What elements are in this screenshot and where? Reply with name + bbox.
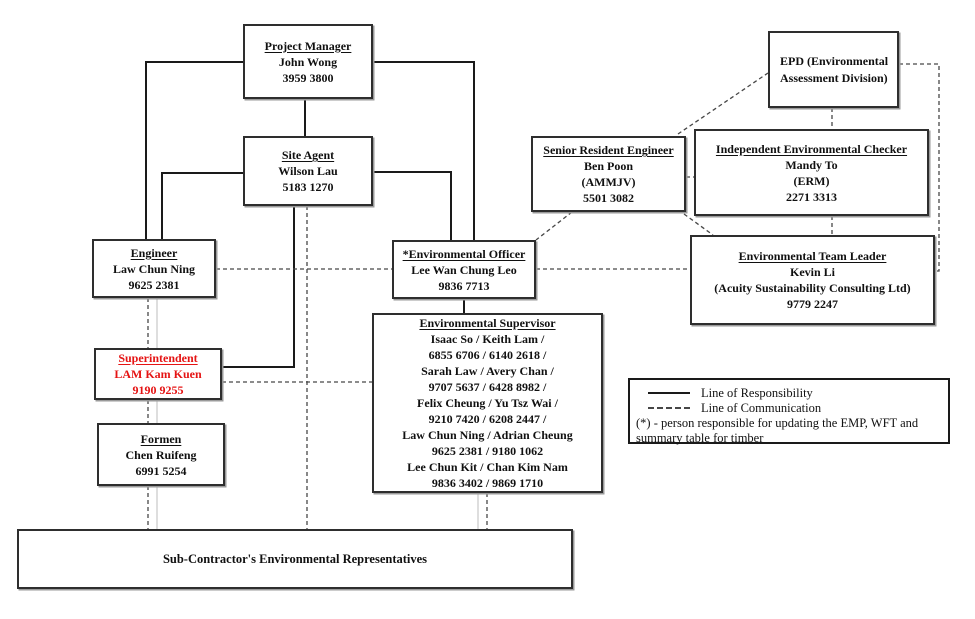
box-title: *Environmental Officer xyxy=(402,246,526,261)
box-line: EPD (Environmental xyxy=(780,53,889,68)
box-title: Sub-Contractor's Environmental Representatives xyxy=(162,552,428,566)
box-line: 5183 1270 xyxy=(282,180,334,194)
legend-responsibility-row xyxy=(636,385,942,400)
legend-responsibility-label: Line of Responsibility xyxy=(701,385,813,400)
box-line: Felix Cheung / Yu Tsz Wai / xyxy=(417,396,558,410)
box-lines xyxy=(696,157,927,205)
box-line: Lee Wan Chung Leo xyxy=(411,262,517,277)
box-line: 9707 5637 / 6428 8982 / xyxy=(428,380,547,394)
box-line: 2271 3313 xyxy=(786,189,837,204)
legend-note-line1: (*) - person responsible for updating the EMP, WFT and xyxy=(636,416,919,430)
environmental-team-leader-box xyxy=(690,235,935,325)
independent-environmental-checker-box xyxy=(694,129,929,216)
box-title: Senior Resident Engineer xyxy=(543,143,674,157)
box-title: Superintendent xyxy=(118,351,198,365)
box-line: Law Chun Ning xyxy=(112,261,196,276)
box-line: 9836 3402 / 9869 1710 xyxy=(431,476,544,490)
box-title: Independent Environmental Checker xyxy=(715,141,908,156)
box-line: 9625 2381 / 9180 1062 xyxy=(431,444,544,458)
box-lines xyxy=(374,331,601,491)
box-line: Wilson Lau xyxy=(278,164,338,178)
box-title: Engineer xyxy=(130,245,178,260)
box-title: Site Agent xyxy=(281,148,335,162)
solid-line-sample xyxy=(648,392,690,394)
box-line: Ben Poon xyxy=(583,159,633,173)
environmental-officer-box xyxy=(392,240,536,299)
box-title: Formen xyxy=(140,431,182,446)
box-title: Environmental Team Leader xyxy=(738,249,887,263)
box-line: Law Chun Ning / Adrian Cheung xyxy=(402,428,573,442)
epd-box xyxy=(768,31,899,108)
formen-box xyxy=(97,423,225,486)
box-lines xyxy=(533,158,684,206)
box-lines xyxy=(245,54,371,86)
box-line: 9836 7713 xyxy=(438,278,490,293)
box-line: 9210 7420 / 6208 2447 / xyxy=(428,412,547,426)
site-agent-box xyxy=(243,136,373,206)
box-title: Project Manager xyxy=(264,38,352,53)
box-line: (Acuity Sustainability Consulting Ltd) xyxy=(714,281,911,295)
box-line: Sarah Law / Avery Chan / xyxy=(421,364,554,378)
engineer-box xyxy=(92,239,216,298)
dashed-line-sample xyxy=(648,407,690,409)
box-line: Mandy To xyxy=(785,157,838,172)
project-manager-box xyxy=(243,24,373,99)
box-line: John Wong xyxy=(278,54,338,69)
superintendent-box xyxy=(94,348,222,400)
senior-resident-engineer-box xyxy=(531,136,686,212)
box-lines xyxy=(245,163,371,195)
legend-note xyxy=(636,416,942,446)
legend-communication-label: Line of Communication xyxy=(701,400,822,415)
box-line: (AMMJV) xyxy=(581,175,636,189)
environmental-supervisor-box xyxy=(372,313,603,493)
legend-communication-row xyxy=(636,400,942,415)
box-lines xyxy=(394,262,534,294)
box-lines xyxy=(692,264,933,312)
box-title: Environmental Supervisor xyxy=(419,316,556,330)
box-line: Isaac So / Keith Lam / xyxy=(430,332,545,346)
box-line: 6991 5254 xyxy=(135,463,187,478)
box-line: Chen Ruifeng xyxy=(125,447,197,462)
box-line: Lee Chun Kit / Chan Kim Nam xyxy=(407,460,568,474)
box-line: (ERM) xyxy=(793,173,830,188)
box-line: 5501 3082 xyxy=(583,191,634,205)
box-lines xyxy=(99,447,223,479)
box-lines xyxy=(96,366,220,398)
box-line: 9779 2247 xyxy=(787,297,838,311)
box-line: LAM Kam Kuen xyxy=(114,367,202,381)
box-line: Kevin Li xyxy=(789,265,835,279)
legend-box xyxy=(628,378,950,444)
box-line: Assessment Division) xyxy=(780,70,888,85)
sub-contractor-box xyxy=(17,529,573,589)
box-line: 3959 3800 xyxy=(282,70,334,85)
box-line: 6855 6706 / 6140 2618 / xyxy=(428,348,547,362)
box-lines xyxy=(94,261,214,293)
box-line: 9190 9255 xyxy=(132,383,184,397)
box-line: 9625 2381 xyxy=(128,277,180,292)
box-lines xyxy=(780,53,888,87)
legend-note-line2: summary table for timber xyxy=(636,431,764,445)
